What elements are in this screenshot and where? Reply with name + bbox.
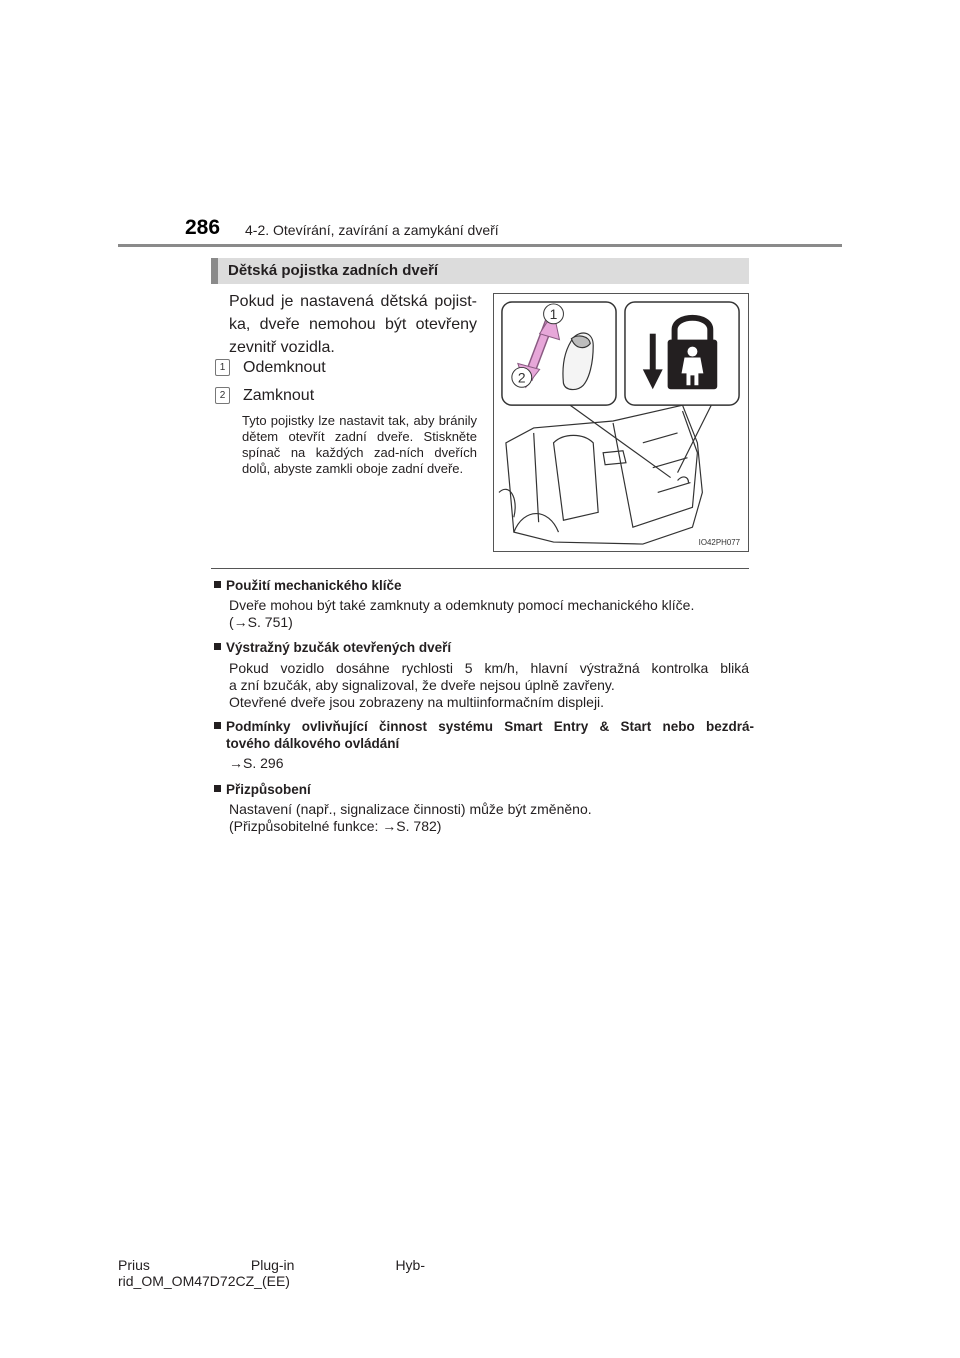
step-lock — [215, 386, 314, 406]
section-heading: Dětská pojistka zadních dveří — [211, 258, 749, 284]
step-number: 2 — [215, 387, 230, 404]
bullet-square-icon — [214, 581, 221, 588]
callout-1: 1 — [549, 305, 558, 322]
item-body-customization: Nastavení (např., signalizace činnosti) může být změněno. (Přizpůsobitelné funkce: →S. 782) — [229, 801, 592, 834]
bullet-square-icon — [214, 643, 221, 650]
child-lock-illustration — [493, 293, 749, 552]
page-number: 286 — [185, 216, 221, 239]
item-title-customization: Přizpůsobení — [214, 781, 754, 798]
item-title-smart-entry: Podmínky ovlivňující činnost systému Smart Entry & Start nebo bezdrá- tového dálkového ovládání — [214, 718, 754, 752]
door-illustration-svg — [494, 294, 748, 551]
footer-doc-code: rid_OM_OM47D72CZ_(EE) — [118, 1273, 290, 1289]
step-unlock — [215, 358, 326, 378]
item-title-door-buzzer: Výstražný bzučák otevřených dveří — [214, 639, 754, 656]
item-body-door-buzzer: Pokud vozidlo dosáhne rychlosti 5 km/h, hlavní výstražná kontrolka bliká a zní bzučák, aby signalizoval, že dveře nejsou úplně zavřeny. Otevřené dveře jsou zobrazeny na multiinformačním displeji. — [229, 660, 749, 710]
intro-text: Pokud je nastavená dětská pojist-ka, dveře nemohou být otevřeny zevnitř vozidla. — [229, 293, 477, 356]
car-door-drawing — [499, 405, 702, 544]
bullet-square-icon — [214, 722, 221, 729]
header-rule — [118, 244, 842, 247]
step-number: 1 — [215, 359, 230, 376]
step-label: Zamknout — [243, 387, 315, 404]
bullet-square-icon — [214, 785, 221, 792]
section-divider — [211, 568, 749, 569]
illustration-code: IO42PH077 — [698, 538, 741, 548]
item-body-smart-entry: →S. 296 — [229, 755, 284, 771]
note-text: Tyto pojistky lze nastavit tak, aby bránily dětem otevřít zadní dveře. Stiskněte spínač na každých zad-ních dveřích dolů, abyste zamkli oboje zadní dveře. — [242, 413, 477, 476]
item-title-mechanical-key: Použití mechanického klíče — [214, 577, 754, 594]
footer-model: Prius Plug-in Hyb- — [118, 1257, 425, 1273]
header-section-title: 4-2. Otevírání, zavírání a zamykání dveří — [245, 222, 499, 238]
item-body-mechanical-key: Dveře mohou být také zamknuty a odemknuty pomocí mechanického klíče. (→S. 751) — [229, 597, 695, 630]
step-label: Odemknout — [243, 359, 326, 376]
callout-2: 2 — [517, 369, 526, 386]
